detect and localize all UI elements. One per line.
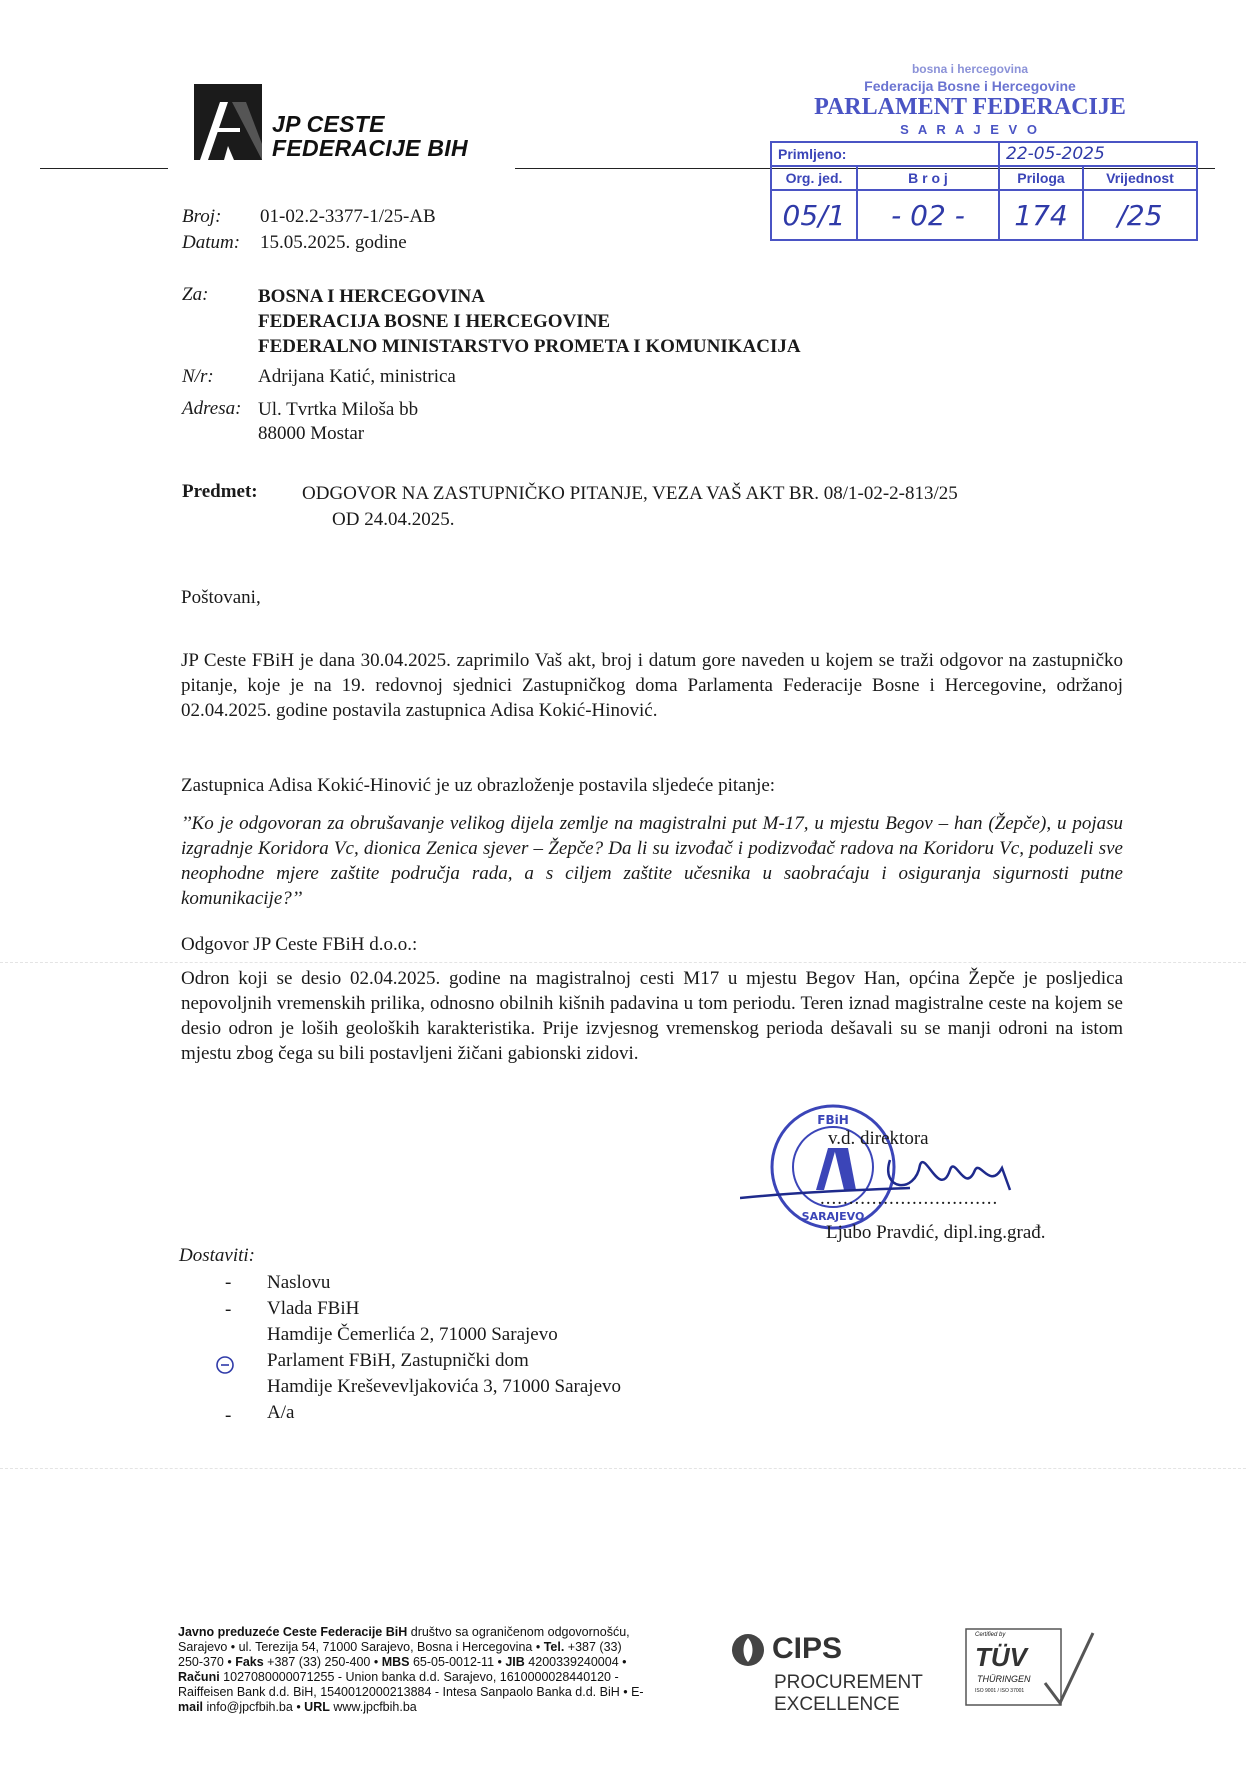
col-org: Org. jed. [771, 166, 857, 190]
list-item: Vlada FBiH [267, 1298, 360, 1319]
list-item: Hamdije Kreševevljakovića 3, 71000 Sarajevo [267, 1376, 622, 1397]
primljeno-value: 22-05-2025 [999, 142, 1197, 166]
racuni-label: Računi [178, 1670, 220, 1684]
primljeno-label: Primljeno: [771, 142, 999, 166]
val-broj: - 02 - [857, 190, 999, 240]
answer-paragraph: Odron koji se desio 02.04.2025. godine na magistralnoj cesti M17 u mjestu Begov Han, općina Žepče je posljedica nepovoljnih vremenskih prilika, odnosno obilnih kišnih padavina u tom periodu. Teren iznad magistralne ceste na kojem se desio odron je loših geoloških karakteristika. Prije izvjesnog vremenskog perioda dešavali su se manji odroni na istom mjestu zbog čega su bili postavljeni žičani gabionski zidovi. [181, 968, 1123, 1064]
adresa-value [258, 398, 418, 446]
footer-line5: Raiffeisen Bank d.d. BiH, 1540012000213884 - Intesa Sanpaolo Banka d.d. BiH • E- [178, 1685, 644, 1699]
distribution-list [267, 1270, 621, 1426]
jib-value: 4200339240004 • [524, 1655, 627, 1669]
footer-company-info [178, 1625, 716, 1715]
za-label: Za: [182, 284, 209, 305]
faks-value: +387 (33) 250-400 • [263, 1655, 382, 1669]
stamp-line3: PARLAMENT FEDERACIJE [814, 94, 1126, 120]
url-label: URL [304, 1700, 330, 1714]
recipient-block [258, 284, 801, 359]
footer-company: Javno preduzeće Ceste Federacije BiH [178, 1625, 408, 1639]
val-vrijednost: /25 [1083, 190, 1197, 240]
greeting: Poštovani, [181, 587, 261, 608]
subject-label: Predmet: [182, 481, 258, 502]
company-name-line1: JP CESTE [272, 111, 385, 137]
adresa-line1: Ul. Tvrtka Miloša bb [258, 399, 419, 420]
stamp-line4: S A R A J E V O [900, 122, 1040, 137]
signature-name: Ljubo Pravdić, dipl.ing.građ. [826, 1222, 1046, 1243]
cips-brand: CIPS [772, 1632, 843, 1665]
recipient-line1: BOSNA I HERCEGOVINA [258, 286, 485, 307]
cips-logo-icon [730, 1632, 766, 1668]
mbs-value: 65-05-0012-11 • [409, 1655, 506, 1669]
stamp-line2: Federacija Bosne i Hercegovine [864, 78, 1076, 94]
footer-line3: 250-370 • [178, 1655, 236, 1669]
recipient-line3: FEDERALNO MINISTARSTVO PROMETA I KOMUNIKACIJA [258, 336, 801, 357]
company-name-line2: FEDERACIJE BIH [272, 135, 468, 161]
mail-label: mail [178, 1700, 204, 1714]
jib-label: JIB [505, 1655, 525, 1669]
list-item: Naslovu [267, 1272, 331, 1293]
fold-line [0, 1468, 1246, 1469]
cips-line2: PROCUREMENT [774, 1672, 923, 1693]
bullet-dash: - [225, 1272, 232, 1293]
nr-label: N/r: [182, 366, 214, 387]
col-vrijednost: Vrijednost [1083, 166, 1197, 190]
svg-text:FBiH: FBiH [817, 1113, 849, 1127]
signature-title: v.d. direktora [828, 1128, 929, 1149]
col-priloga: Priloga [999, 166, 1083, 190]
bullet-dash: - [225, 1405, 232, 1426]
adresa-label: Adresa: [182, 398, 242, 419]
faks-label: Faks [235, 1655, 264, 1669]
header-rule-left [40, 168, 168, 169]
distribution-label: Dostaviti: [179, 1245, 255, 1266]
cips-line3: EXCELLENCE [774, 1694, 900, 1715]
list-item: A/a [267, 1402, 295, 1423]
broj-label: Broj: [182, 206, 222, 227]
stamp-line1: bosna i hercegovina [911, 62, 1029, 76]
question-quote: ’’Ko je odgovoran za obrušavanje velikog dijela zemlje na magistralni put M-17, u mjestu Begov – han (Žepče), u pojasu izgradnje Koridora Vc, dionica Zenica sjever – Žepče? Da li su izvođač i podizvođač radova na Koridoru Vc, poduzeli sve neophodne mjere zaštite područja rada, a s ciljem zaštite učesnika u saobraćaju i osiguranja sigurnosti putne komunikacije?’’ [181, 813, 1123, 909]
tel-label: Tel. [540, 1640, 565, 1654]
footer-line2: Sarajevo • ul. Terezija 54, 71000 Sarajevo, Bosna i Hercegovina • [178, 1640, 541, 1654]
nr-value: Adrijana Katić, ministrica [258, 366, 456, 387]
val-org: 05/1 [771, 190, 857, 240]
mbs-label: MBS [381, 1655, 410, 1669]
val-priloga: 174 [999, 190, 1083, 240]
answer-heading: Odgovor JP Ceste FBiH d.o.o.: [181, 934, 418, 955]
company-name [272, 112, 468, 160]
fold-line [0, 962, 1246, 963]
subject-line1: ODGOVOR NA ZASTUPNIČKO PITANJE, VEZA VAŠ AKT BR. 08/1-02-2-813/25 [302, 483, 958, 504]
company-logo-icon [194, 84, 262, 160]
footer-line1: društvo sa ograničenom odgovornošću, [407, 1625, 630, 1639]
mail-value: info@jpcfbih.ba • [203, 1700, 305, 1714]
tuv-certification-badge [965, 1628, 1095, 1708]
list-item: Parlament FBiH, Zastupnički dom [267, 1350, 529, 1371]
datum-value: 15.05.2025. godine [260, 232, 407, 253]
datum-label: Datum: [182, 232, 241, 253]
url-value: www.jpcfbih.ba [329, 1700, 417, 1714]
tel-value: +387 (33) [564, 1640, 622, 1654]
list-item: Hamdije Čemerlića 2, 71000 Sarajevo [267, 1324, 558, 1345]
col-broj: B r o j [857, 166, 999, 190]
broj-value: 01-02.2-3377-1/25-AB [260, 206, 436, 227]
tuv-top: Certified by [975, 1632, 1006, 1638]
recipient-line2: FEDERACIJA BOSNE I HERCEGOVINE [258, 311, 611, 332]
tuv-region: THÜRINGEN [977, 1674, 1031, 1684]
subject-text [302, 481, 958, 533]
bullet-dash: - [225, 1299, 232, 1320]
tuv-small: ISO 9001 / ISO 37001 [975, 1688, 1025, 1694]
adresa-line2: 88000 Mostar [258, 423, 365, 444]
tuv-brand: TÜV [975, 1642, 1027, 1672]
body-paragraph-2: Zastupnica Adisa Kokić-Hinović je uz obrazloženje postavila sljedeće pitanje: [181, 775, 776, 796]
subject-line2: OD 24.04.2025. [332, 509, 455, 530]
circled-mark-icon [214, 1354, 236, 1376]
signature-line: ............................... [820, 1188, 999, 1209]
svg-text:SARAJEVO: SARAJEVO [801, 1210, 865, 1223]
racuni-value: 1027080000071255 - Union banka d.d. Sarajevo, 1610000028440120 - [219, 1670, 619, 1684]
stamp-registry-table [770, 141, 1198, 241]
reference-block [182, 204, 436, 256]
body-paragraph-1: JP Ceste FBiH je dana 30.04.2025. zaprimilo Vaš akt, broj i datum gore naveden u kojem se traži odgovor na zastupničko pitanje, koje je na 19. redovnoj sjednici Zastupničkog doma Parlamenta Federacije Bosne i Hercegovine, održanoj 02.04.2025. godine postavila zastupnica Adisa Kokić-Hinović. [181, 650, 1123, 721]
